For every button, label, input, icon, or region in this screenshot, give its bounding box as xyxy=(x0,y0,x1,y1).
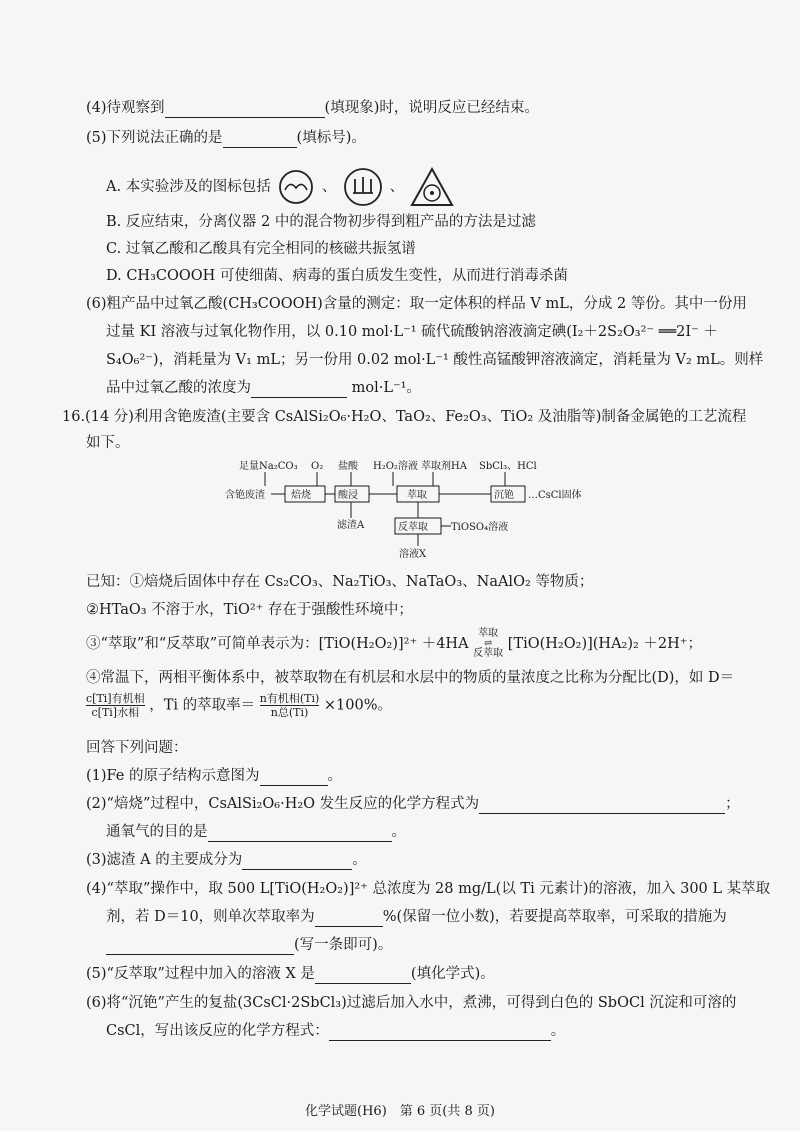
a4-line-1 xyxy=(86,879,771,899)
flow-label-o2: O₂ xyxy=(311,461,324,472)
extraction-rate-fraction xyxy=(260,692,320,719)
flow-box-label-acid: 酸浸 xyxy=(338,490,358,501)
a2-blank-1[interactable] xyxy=(479,797,725,814)
q4-blank[interactable] xyxy=(165,101,325,118)
flow-box-label-extract: 萃取 xyxy=(407,490,427,501)
flow-label-h2o2: H₂O₂溶液 xyxy=(373,461,418,472)
frac-den-2: n总(Ti) xyxy=(270,706,309,719)
a1-line xyxy=(86,766,730,786)
a1-end: 。 xyxy=(327,768,342,784)
flow-side-product: TiOSO₄溶液 xyxy=(451,522,509,533)
a6-text-2: CsCl，写出该反应的化学方程式： xyxy=(106,1023,329,1039)
q6-line-4 xyxy=(106,378,730,398)
q5-option-d xyxy=(106,266,730,286)
q5-option-a xyxy=(106,166,730,208)
flow-box-label-back: 反萃取 xyxy=(398,522,428,533)
hot-surface-icon xyxy=(275,168,317,206)
q4-text-end: (填现象)时，说明反应已经结束。 xyxy=(324,100,539,116)
a4-blank-1[interactable] xyxy=(315,910,383,927)
a4-text-2: 剂，若 D＝10，则单次萃取率为 xyxy=(106,909,315,925)
q6-text-1: (6)粗产品中过氧乙酸(CH₃COOOH)含量的测定：取一定体积的样品 V mL，分成 2 等份。其中一份用 xyxy=(86,296,747,312)
q16-text-2: 如下。 xyxy=(86,435,130,451)
a2-text: (2)“焙烧”过程中，CsAlSi₂O₆·H₂O 发生反应的化学方程式为 xyxy=(86,796,480,812)
known-4-line-2 xyxy=(86,692,730,719)
a4-blank-2[interactable] xyxy=(106,938,294,955)
q6-text-4: 品中过氧乙酸的浓度为 xyxy=(106,380,251,396)
frac-den: c[Ti]水相 xyxy=(91,706,140,719)
q6-line-1 xyxy=(86,294,747,314)
a5-text: (5)“反萃取”过程中加入的溶液 X 是 xyxy=(86,966,315,982)
q6-blank[interactable] xyxy=(251,381,347,398)
a3-end: 。 xyxy=(352,852,367,868)
arrow-top-label: 萃取 xyxy=(478,628,499,639)
flow-product: …CsCl固体 xyxy=(528,490,582,501)
a6-end: 。 xyxy=(550,1023,566,1039)
q6-text-3: S₄O₆²⁻)，消耗量为 V₁ mL；另一份用 0.02 mol·L⁻¹ 酸性高锰酸钾溶液滴定，消耗量为 V₂ mL。则样 xyxy=(106,352,764,368)
page-footer: 化学试题(H6) 第 6 页(共 8 页) xyxy=(305,1104,495,1119)
flow-label-hcl: 盐酸 xyxy=(338,461,358,472)
answer-heading xyxy=(86,738,730,758)
flow-input: 含铯废渣 xyxy=(225,490,265,501)
q6-line-3 xyxy=(106,350,764,370)
wash-hands-icon xyxy=(341,167,385,207)
a2-line-2 xyxy=(106,822,730,842)
process-flow-diagram xyxy=(225,460,625,560)
arrow-bottom-label: 反萃取 xyxy=(473,648,504,659)
q5-blank[interactable] xyxy=(223,131,297,148)
q5-text-end: (填标号)。 xyxy=(296,130,366,146)
flow-box-label-roast: 焙烧 xyxy=(291,490,311,501)
a2-end-2: 。 xyxy=(391,824,406,840)
known-2 xyxy=(86,600,730,620)
known-1 xyxy=(86,572,730,592)
known-2-text: ②HTaO₃ 不溶于水，TiO²⁺ 存在于强酸性环境中； xyxy=(86,602,413,618)
known-4-text: ④常温下，两相平衡体系中，被萃取物在有机层和水层中的物质的量浓度之比称为分配比(D)，如 D＝ xyxy=(86,670,735,686)
option-a-sep-2: 、 xyxy=(389,179,405,195)
equilibrium-arrow: 萃取 ⇌ 反萃取 xyxy=(473,628,504,659)
distribution-ratio-fraction xyxy=(86,692,145,719)
a5-blank[interactable] xyxy=(315,967,411,984)
a6-text-1: (6)将“沉铯”产生的复盐(3CsCl·2SbCl₃)过滤后加入水中，煮沸，可得到白色的 SbOCl 沉淀和可溶的 xyxy=(86,995,737,1011)
flow-label-ha: 萃取剂HA xyxy=(421,461,467,472)
known-1-text: 已知：①焙烧后固体中存在 Cs₂CO₃、Na₂TiO₃、NaTaO₃、NaAlO₂ 等物质； xyxy=(86,574,594,590)
q5-line xyxy=(86,128,730,148)
known-3 xyxy=(86,629,730,659)
a4-text-1: (4)“萃取”操作中，取 500 L[TiO(H₂O₂)]²⁺ 总浓度为 28 mg/L(以 Ti 元素计)的溶液，加入 300 L 某萃取 xyxy=(86,881,771,897)
q6-text-2: 过量 KI 溶液与过氧化物作用，以 0.10 mol·L⁻¹ 硫代硫酸钠溶液滴定碘(I₂＋2S₂O₃²⁻ ══2I⁻ ＋ xyxy=(106,324,718,340)
option-d-text: D. CH₃COOOH 可使细菌、病毒的蛋白质发生变性，从而进行消毒杀菌 xyxy=(106,268,568,284)
option-a-text: A. 本实验涉及的图标包括 xyxy=(106,179,271,195)
frac-num: c[Ti]有机相 xyxy=(86,692,145,705)
a2-text-2: 通氧气的目的是 xyxy=(106,824,208,840)
known-4-end: ×100%。 xyxy=(323,697,392,714)
known-4-mid: ，Ti 的萃取率＝ xyxy=(149,697,256,714)
option-a-sep: 、 xyxy=(321,179,337,195)
flow-label-sbcl3: SbCl₃、HCl xyxy=(479,461,537,472)
q5-option-c xyxy=(106,239,730,259)
a6-blank[interactable] xyxy=(329,1024,551,1041)
a5-line xyxy=(86,964,730,984)
known-3-left: ③“萃取”和“反萃取”可简单表示为：[TiO(H₂O₂)]²⁺ ＋4HA xyxy=(86,636,469,652)
q6-line-2 xyxy=(106,322,730,342)
q16-line-1 xyxy=(62,407,747,427)
a1-text: (1)Fe 的原子结构示意图为 xyxy=(86,768,260,784)
a4-line-2 xyxy=(106,907,730,927)
a2-line-1 xyxy=(86,794,740,814)
a6-line-2 xyxy=(106,1021,730,1041)
flow-label-na2co3: 足量Na₂CO₃ xyxy=(239,461,298,472)
flow-solution-x: 溶液X xyxy=(399,549,427,560)
frac-num-2: n有机相(Ti) xyxy=(259,692,320,705)
a3-blank[interactable] xyxy=(242,853,352,870)
a3-text: (3)滤渣 A 的主要成分为 xyxy=(86,852,243,868)
flow-box-label-precip: 沉铯 xyxy=(494,490,514,501)
ventilation-warning-icon xyxy=(409,166,455,208)
a2-end: ； xyxy=(725,796,740,812)
a3-line xyxy=(86,850,730,870)
flow-residue: 滤渣A xyxy=(337,520,365,531)
q4-line xyxy=(86,98,730,118)
a2-blank-2[interactable] xyxy=(208,825,392,842)
a4-text-3: %(保留一位小数)，若要提高萃取率，可采取的措施为 xyxy=(382,909,727,925)
option-c-text: C. 过氧乙酸和乙酸具有完全相同的核磁共振氢谱 xyxy=(106,241,416,257)
a1-blank[interactable] xyxy=(260,769,328,786)
a4-text-4: (写一条即可)。 xyxy=(294,937,393,953)
a4-line-3 xyxy=(106,935,730,955)
a5-end: (填化学式)。 xyxy=(410,966,495,982)
q5-option-b xyxy=(106,212,730,232)
q16-line-2 xyxy=(86,433,730,453)
answer-text: 回答下列问题： xyxy=(86,740,188,756)
a6-line-1 xyxy=(86,993,737,1013)
q4-text: (4)待观察到 xyxy=(86,100,165,116)
q6-unit: mol·L⁻¹。 xyxy=(351,380,421,396)
known-4-line-1 xyxy=(86,668,735,688)
option-b-text: B. 反应结束，分离仪器 2 中的混合物初步得到粗产品的方法是过滤 xyxy=(106,214,536,230)
known-3-right: [TiO(H₂O₂)](HA₂)₂ ＋2H⁺； xyxy=(507,636,702,652)
q16-text-1: 16.(14 分)利用含铯废渣(主要含 CsAlSi₂O₆·H₂O、TaO₂、Fe₂O₃、TiO₂ 及油脂等)制备金属铯的工艺流程 xyxy=(62,409,747,425)
q5-text: (5)下列说法正确的是 xyxy=(86,130,223,146)
